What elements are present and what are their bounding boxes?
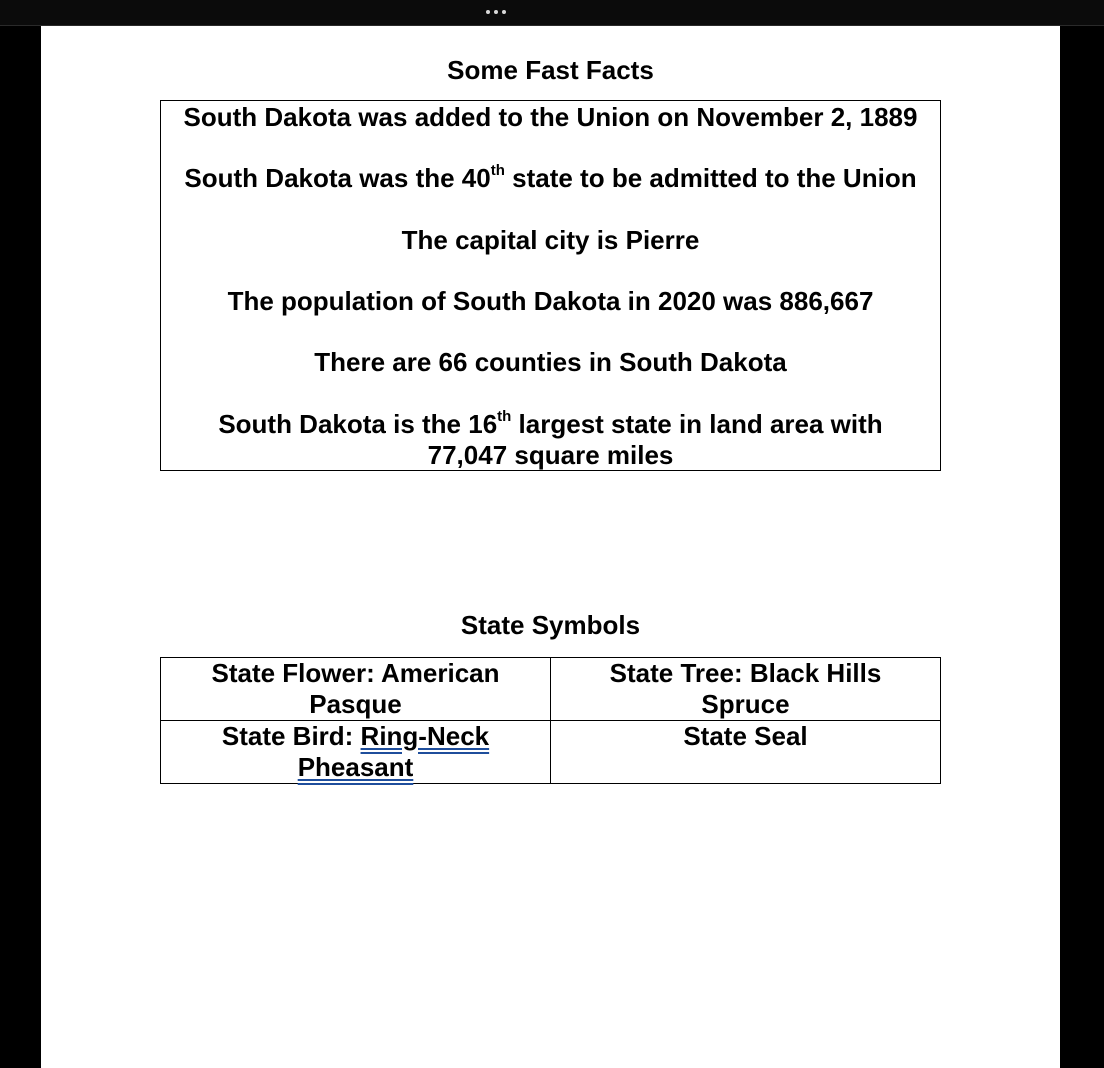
state-symbols-table	[160, 657, 941, 784]
state-flower-cell: State Flower: American Pasque	[161, 658, 551, 721]
fact-item: South Dakota is the 16th largest state in land area with	[218, 408, 883, 439]
fact-item: South Dakota was added to the Union on November 2, 1889	[183, 102, 918, 132]
fact-item-continuation: 77,047 square miles	[427, 440, 674, 470]
fact-item: The capital city is Pierre	[401, 225, 700, 255]
state-bird-link-continuation[interactable]: Pheasant	[297, 752, 414, 782]
fast-facts-title: Some Fast Facts	[447, 55, 654, 85]
fast-facts-box	[160, 100, 941, 471]
dot	[486, 10, 490, 14]
fact-item: There are 66 counties in South Dakota	[314, 347, 787, 377]
fact-item: The population of South Dakota in 2020 was 886,667	[227, 286, 874, 316]
fact-item: South Dakota was the 40th state to be admitted to the Union	[184, 162, 917, 193]
dot	[502, 10, 506, 14]
state-tree-cell: State Tree: Black Hills Spruce	[551, 658, 941, 721]
table-row	[161, 721, 941, 784]
table-row	[161, 658, 941, 721]
state-seal-cell: State Seal	[551, 721, 941, 784]
top-toolbar	[0, 0, 1104, 26]
more-horizontal-icon[interactable]	[486, 9, 506, 14]
document-page	[41, 26, 1060, 1068]
state-bird-link[interactable]: Ring-Neck	[360, 721, 490, 751]
state-bird-cell: State Bird: Ring-Neck Pheasant	[161, 721, 551, 784]
state-symbols-title: State Symbols	[460, 610, 641, 640]
dot	[494, 10, 498, 14]
